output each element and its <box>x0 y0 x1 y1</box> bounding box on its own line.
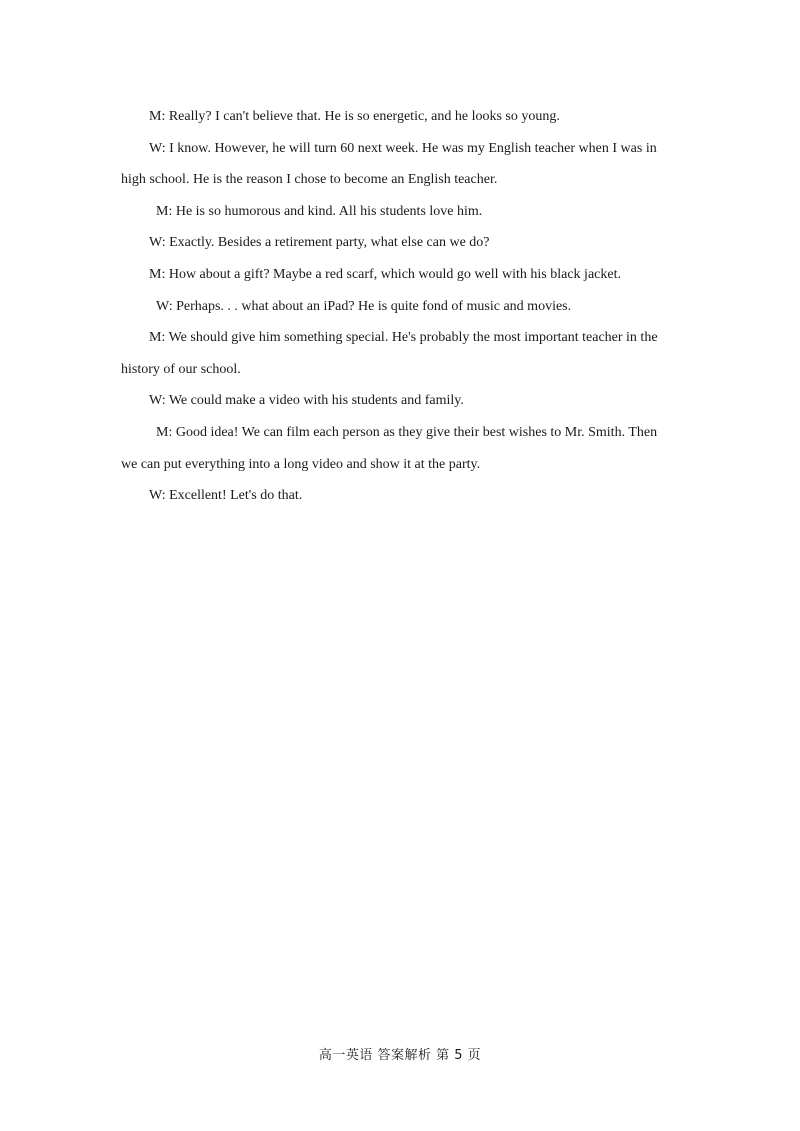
dialogue-line: W: Perhaps. . . what about an iPad? He is quite fond of music and movies. <box>156 298 572 314</box>
dialogue-transcript <box>121 101 666 512</box>
dialogue-line: M: We should give him something special. He's probably the most important teacher in the history of our school. <box>121 330 658 377</box>
dialogue-line: W: Excellent! Let's do that. <box>149 488 303 504</box>
dialogue-line: M: How about a gift? Maybe a red scarf, which would go well with his black jacket. <box>149 266 621 282</box>
dialogue-line: M: Really? I can't believe that. He is so energetic, and he looks so young. <box>149 109 560 124</box>
dialogue-line: M: He is so humorous and kind. All his students love him. <box>156 203 483 219</box>
dialogue-line: W: I know. However, he will turn 60 next week. He was my English teacher when I was in high school. He is the reason I chose to become an English teacher. <box>121 140 657 188</box>
dialogue-line: W: Exactly. Besides a retirement party, what else can we do? <box>149 235 490 251</box>
dialogue-line: W: We could make a video with his students and family. <box>149 393 464 409</box>
page-footer: 高一英语 答案解析 第 5 页 <box>318 1048 482 1063</box>
dialogue-line: M: Good idea! We can film each person as they give their best wishes to Mr. Smith. Then we can put everything into a long video and show it at the party. <box>121 424 658 472</box>
